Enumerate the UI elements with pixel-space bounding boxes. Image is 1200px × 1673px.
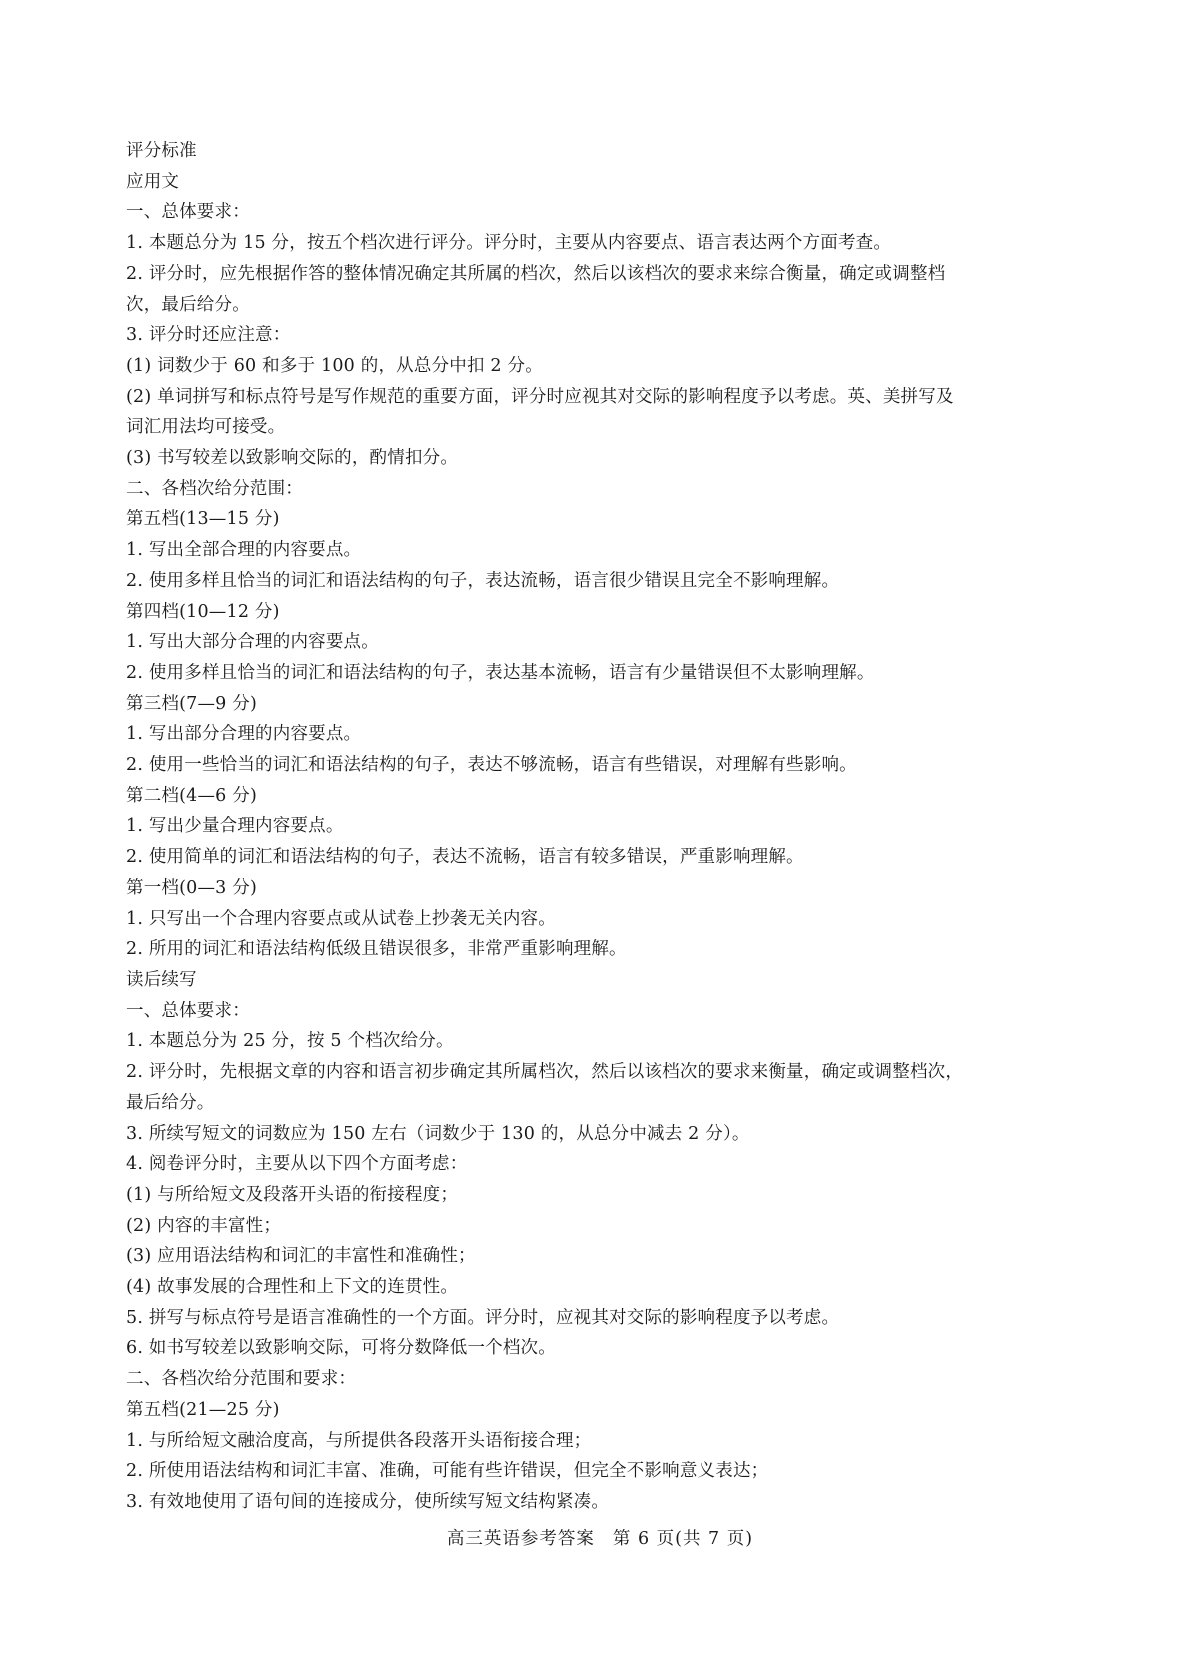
text-line: 次，最后给分。 — [126, 294, 250, 315]
subheading: 二、各档次给分范围和要求： — [126, 1369, 357, 1390]
grade-heading: 第五档(21—25 分) — [126, 1399, 280, 1420]
section-title: 评分标准 — [126, 141, 197, 161]
text-line: 2. 评分时，先根据文章的内容和语言初步确定其所属档次，然后以该档次的要求来衡量，确定或调整档次， — [126, 1062, 964, 1083]
grade-heading: 第一档(0—3 分) — [126, 877, 257, 898]
scoring-criteria-body — [126, 136, 1076, 1518]
text-line: 5. 拼写与标点符号是语言准确性的一个方面。评分时，应视其对交际的影响程度予以考虑。 — [126, 1307, 840, 1328]
text-line: (2) 内容的丰富性； — [126, 1215, 282, 1236]
text-line: 4. 阅卷评分时，主要从以下四个方面考虑： — [126, 1154, 468, 1175]
text-line: (4) 故事发展的合理性和上下文的连贯性。 — [126, 1277, 459, 1298]
grade-heading: 第五档(13—15 分) — [126, 509, 280, 530]
section-heading-applied-writing: 应用文 — [126, 171, 180, 192]
text-line: 1. 本题总分为 15 分，按五个档次进行评分。评分时，主要从内容要点、语言表达两个方面考查。 — [126, 233, 892, 254]
text-line: (3) 应用语法结构和词汇的丰富性和准确性； — [126, 1246, 476, 1267]
grade-heading: 第三档(7—9 分) — [126, 693, 257, 714]
footer-doc-title: 高三英语参考答案 — [446, 1529, 595, 1549]
footer-page-number: 第 6 页(共 7 页) — [612, 1529, 754, 1549]
text-line: 1. 只写出一个合理内容要点或从试卷上抄袭无关内容。 — [126, 908, 556, 929]
page-footer — [0, 1526, 1200, 1552]
text-line: 6. 如书写较差以致影响交际，可将分数降低一个档次。 — [126, 1338, 556, 1359]
text-line: (3) 书写较差以致影响交际的，酌情扣分。 — [126, 448, 459, 469]
grade-heading: 第二档(4—6 分) — [126, 785, 257, 806]
text-line: 2. 所使用语法结构和词汇丰富、准确，可能有些许错误，但完全不影响意义表达； — [126, 1461, 769, 1482]
subheading: 一、总体要求： — [126, 202, 250, 223]
section-heading-continuation-writing: 读后续写 — [126, 969, 197, 990]
text-line: 1. 与所给短文融洽度高，与所提供各段落开头语衔接合理； — [126, 1430, 592, 1451]
text-line: 3. 所续写短文的词数应为 150 左右（词数少于 130 的，从总分中减去 2 分）。 — [126, 1123, 750, 1144]
text-line: 3. 评分时还应注意： — [126, 325, 291, 346]
text-line: 2. 评分时，应先根据作答的整体情况确定其所属的档次，然后以该档次的要求来综合衡量，确定或调整档 — [126, 263, 946, 284]
text-line: (1) 与所给短文及段落开头语的衔接程度； — [126, 1184, 459, 1205]
text-line: 2. 所用的词汇和语法结构低级且错误很多，非常严重影响理解。 — [126, 939, 627, 960]
text-line: 1. 写出少量合理内容要点。 — [126, 816, 344, 837]
text-line: 2. 使用多样且恰当的词汇和语法结构的句子，表达流畅，语言很少错误且完全不影响理解。 — [126, 570, 840, 591]
text-line: 最后给分。 — [126, 1092, 215, 1113]
text-line: 词汇用法均可接受。 — [126, 417, 286, 438]
text-line: 2. 使用简单的词汇和语法结构的句子，表达不流畅，语言有较多错误，严重影响理解。 — [126, 847, 804, 868]
grade-heading: 第四档(10—12 分) — [126, 601, 280, 622]
text-line: 2. 使用多样且恰当的词汇和语法结构的句子，表达基本流畅，语言有少量错误但不太影响理解。 — [126, 662, 875, 683]
subheading: 二、各档次给分范围： — [126, 478, 303, 499]
text-line: 1. 本题总分为 25 分，按 5 个档次给分。 — [126, 1031, 454, 1052]
text-line: 3. 有效地使用了语句间的连接成分，使所续写短文结构紧凑。 — [126, 1491, 610, 1512]
text-line: 1. 写出大部分合理的内容要点。 — [126, 632, 379, 653]
subheading: 一、总体要求： — [126, 1000, 250, 1021]
text-line: 2. 使用一些恰当的词汇和语法结构的句子，表达不够流畅，语言有些错误，对理解有些影响。 — [126, 755, 857, 776]
text-line: 1. 写出部分合理的内容要点。 — [126, 724, 362, 745]
text-line: (2) 单词拼写和标点符号是写作规范的重要方面，评分时应视其对交际的影响程度予以考虑。英、美拼写及 — [126, 386, 954, 407]
text-line: 1. 写出全部合理的内容要点。 — [126, 540, 362, 561]
text-line: (1) 词数少于 60 和多于 100 的，从总分中扣 2 分。 — [126, 355, 543, 376]
